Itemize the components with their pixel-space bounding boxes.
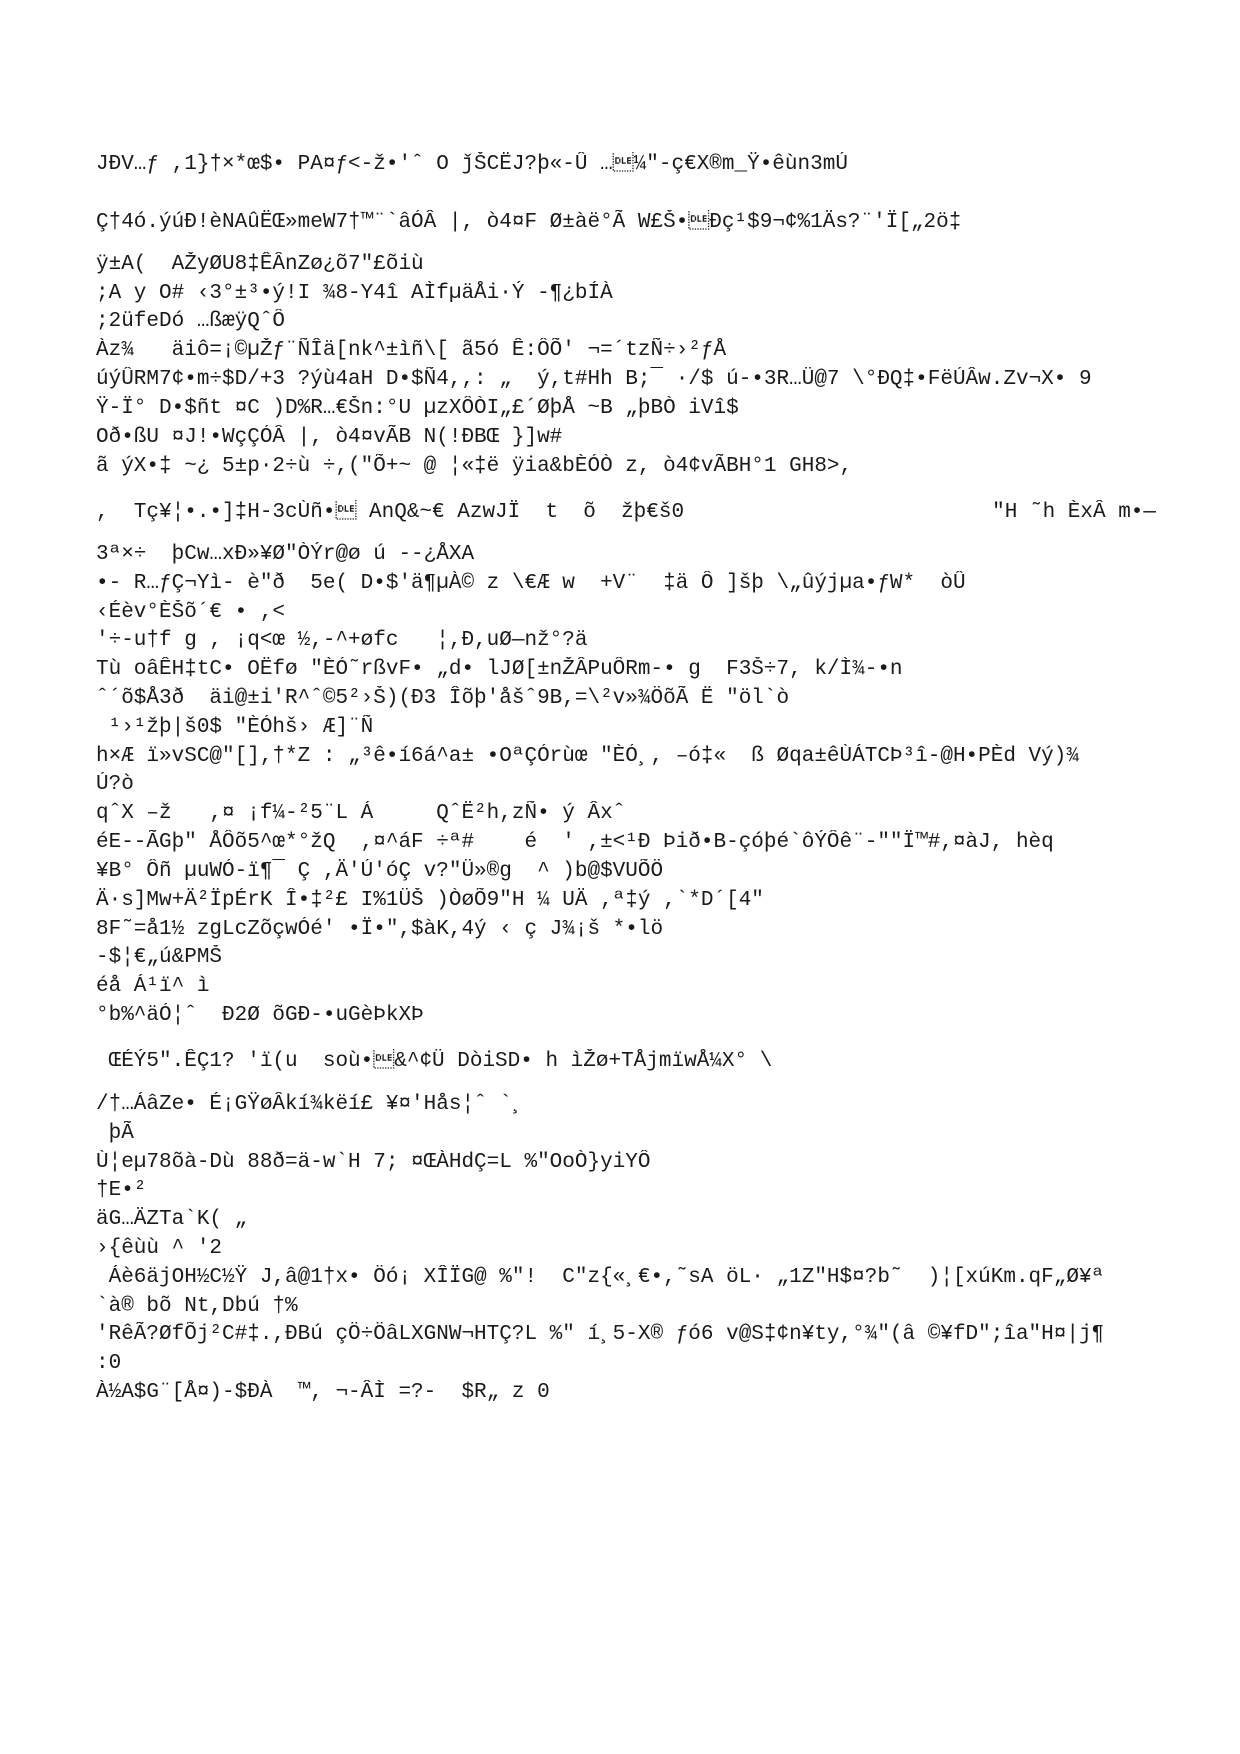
text-line: /†…ÁâZe• É¡GŸøÂkí¾këí£ ¥¤'Hås¦ˆ `¸ [96, 1093, 525, 1116]
text-line: Àz¾ äiô=¡©µŽƒ¨ÑÎä[nk^±ìñ\[ ã5ó Ê:ÔÕ' ¬=´tzÑ÷›²ƒÅ [96, 339, 727, 362]
text-line: éå Á¹ï^ ì [96, 975, 210, 998]
text-line: ›{êùù ^ '2 [96, 1237, 223, 1260]
text-line: Ä·s]Mw+Ä²ÏpÉrK Î•‡²£ I%1ÜŠ )ÒøÕ9"H ¼ UÄ ,ª‡ý ,`*D´[4" [96, 889, 764, 912]
text-line: Ÿ-Ï° D•$ñt ¤C )D%R…€Šn:°U µzXÔÒI„£´ØþÅ ~B „þBÒ iVî$ [96, 397, 739, 420]
text-line: †E•² [96, 1179, 147, 1202]
text-line: ‹Éèv°ÈŠõ´€ • ,< [96, 601, 286, 624]
text-line: :0 [96, 1352, 122, 1375]
text-line: éE--ÃGþ" ÅÔõ5^œ*°žQ ,¤^áF ÷ª# é ' ,±<¹Ð Þið•B-çóþé`ôÝÔê¨-""Ï™#,¤àJ, hèq [96, 831, 1054, 854]
text-line: °b%^äÓ¦ˆ Ð2Ø õGÐ-•uGèÞkXÞ [96, 1004, 424, 1027]
text-line: -$¦€„ú&PMŠ [96, 946, 223, 969]
text-line: Ù¦eµ78õà-Dù 88ð=ä-w`H 7; ¤ŒÀHdÇ=L %"OoÒ}yiYÔ [96, 1151, 651, 1174]
text-line-right: "H ˜h ÈxÂ m•— [992, 501, 1156, 524]
text-line: h×Æ ï»vSC@"[],†*Z : „³ê•í6á^a± •OªÇÓrùœ "ÈÓ¸, –ó‡« ß Øqa±êÙÁTCÞ³î-@H•PÈd Vý)¾ [96, 745, 1079, 768]
text-line: Oð•ßU ¤J!•WçÇÓÂ |, ò4¤vÃB N(!ÐBŒ }]w# [96, 426, 563, 449]
text-line: ¥B° Ôñ µuWÓ-ï¶¯ Ç ,Ä'Ú'óÇ v?"Ü»®g ^ )b@$VUÕÖ [96, 860, 664, 883]
text-line: Tù oâÊH‡tC• OËfø "ÈÓ˜rßvF• „d• lJØ[±nŽÂPuÔRm-• g F3Š÷7, k/Ì¾-•n [96, 658, 903, 681]
text-line: 3ª×÷ þCw…xÐ»¥Ø"ÒÝr@ø ú --¿ÅXA [96, 543, 475, 566]
text-line: ˆ´õ$Å3ð äi@±i'R^ˆ©5²›Š)(Ð3 Îõþ'åšˆ9B,=\²v»¾ÖõÃ Ë "öl`ò [96, 687, 790, 710]
text-line: Áè6äjOH½C½Ÿ J,â@1†x• Öó¡ XÎÏG@ %"! C"z{«¸€•,˜sA öL· „1Z"H$¤?b˜ )¦[xúKm.qF„Ø¥ª [96, 1266, 1105, 1289]
text-line: ÿ±A( AŽyØU8‡ÊÂnZø¿õ7"£õiù [96, 253, 424, 276]
text-line: þÃ [96, 1122, 134, 1145]
text-line: •- R…ƒÇ¬Yì- è"ð 5e( D•$'ä¶µÀ© z \€Æ w +V¨ ‡ä Ô ]šþ \„ûýjµa•ƒW* òÛ [96, 572, 966, 595]
text-line: qˆX –ž ,¤ ¡f¼-²5¨L Á QˆË²h,zÑ• ý Âxˆ [96, 802, 626, 825]
text-line: ¹›¹žþ|š0$ "ÈÓhš› Æ]¨Ñ [96, 716, 374, 739]
text-line: ŒÉÝ5".ÊÇ1? 'ï(u soù•&^¢Ü DòiSD• h ìŽø+TÅjmïwÅ¼X° \ [96, 1050, 773, 1073]
text-line: ã ýX•‡ ~¿ 5±p·2÷ù ÷,("Õ+~ @ ¦«‡ë ÿia&bÈÓÒ z, ò4¢vÃBH°1 GH8>, [96, 455, 853, 478]
text-line: 'RêÃ?ØfÕj²C#‡.,ÐBú çÖ÷ÖâLXGNW¬HTÇ?L %" í¸5-X® ƒó6 v@S‡¢n¥ty,°¾"(â ©¥fD";îa"H¤|j¶ [96, 1323, 1105, 1346]
text-line: úýÛRM7¢•m÷$D/+3 ?ýù4aH D•$Ñ4,,: „ ý,t#Hh B;¯ ·/$ ú-•3R…Ü@7 \°ÐQ‡•FëÚÂw.Zv¬X• 9 [96, 368, 1092, 391]
text-line: '÷-u†f g , ¡q<œ ½,-^+øfc ¦,Ð,uØ—nž°?ä [96, 629, 588, 652]
text-line: 8F˜=å1½ zgLcZõçwÓé' •Ï•",$àK,4ý ‹ ç J¾¡š *•lö [96, 918, 664, 941]
text-line: À½A$G¨[Å¤)-$ÐÀ ™, ¬-ÂÌ =?- $R„ z 0 [96, 1381, 550, 1404]
text-line: äG…ÄZTa`K( „ [96, 1208, 248, 1231]
text-line: Ç†4ó.ýúÐ!èNAûËŒ»meW7†™¨`âÓÂ |, ò4¤F Ø±àë°Ã W£Š•Ðç¹$9¬¢%1Äs?¨'Ï[„2ö‡ [96, 211, 962, 234]
text-line: , Tç¥¦•.•]‡H-3cÙñ• AnQ&~€ AzwJÏ t õ žþ€š0 [96, 501, 685, 524]
text-line: ;A y O# ‹3°±³•ý!I ¾8-Y4î AÌfµäÅi·Ý -¶¿bÍÀ [96, 282, 613, 305]
text-line: ;2üfeDó …ßæÿQˆÔ [96, 310, 286, 333]
text-line: `à® bõ Nt,Dbú †% [96, 1295, 298, 1318]
text-line: JÐV…ƒ ,1}†×*œ$• PA¤ƒ<-ž•'ˆ O ǰŠCËJ?þ«-Û …¼"-ç€X®m_Ÿ•êùn3mÚ [96, 153, 848, 176]
text-line: Ú?ò [96, 773, 134, 796]
